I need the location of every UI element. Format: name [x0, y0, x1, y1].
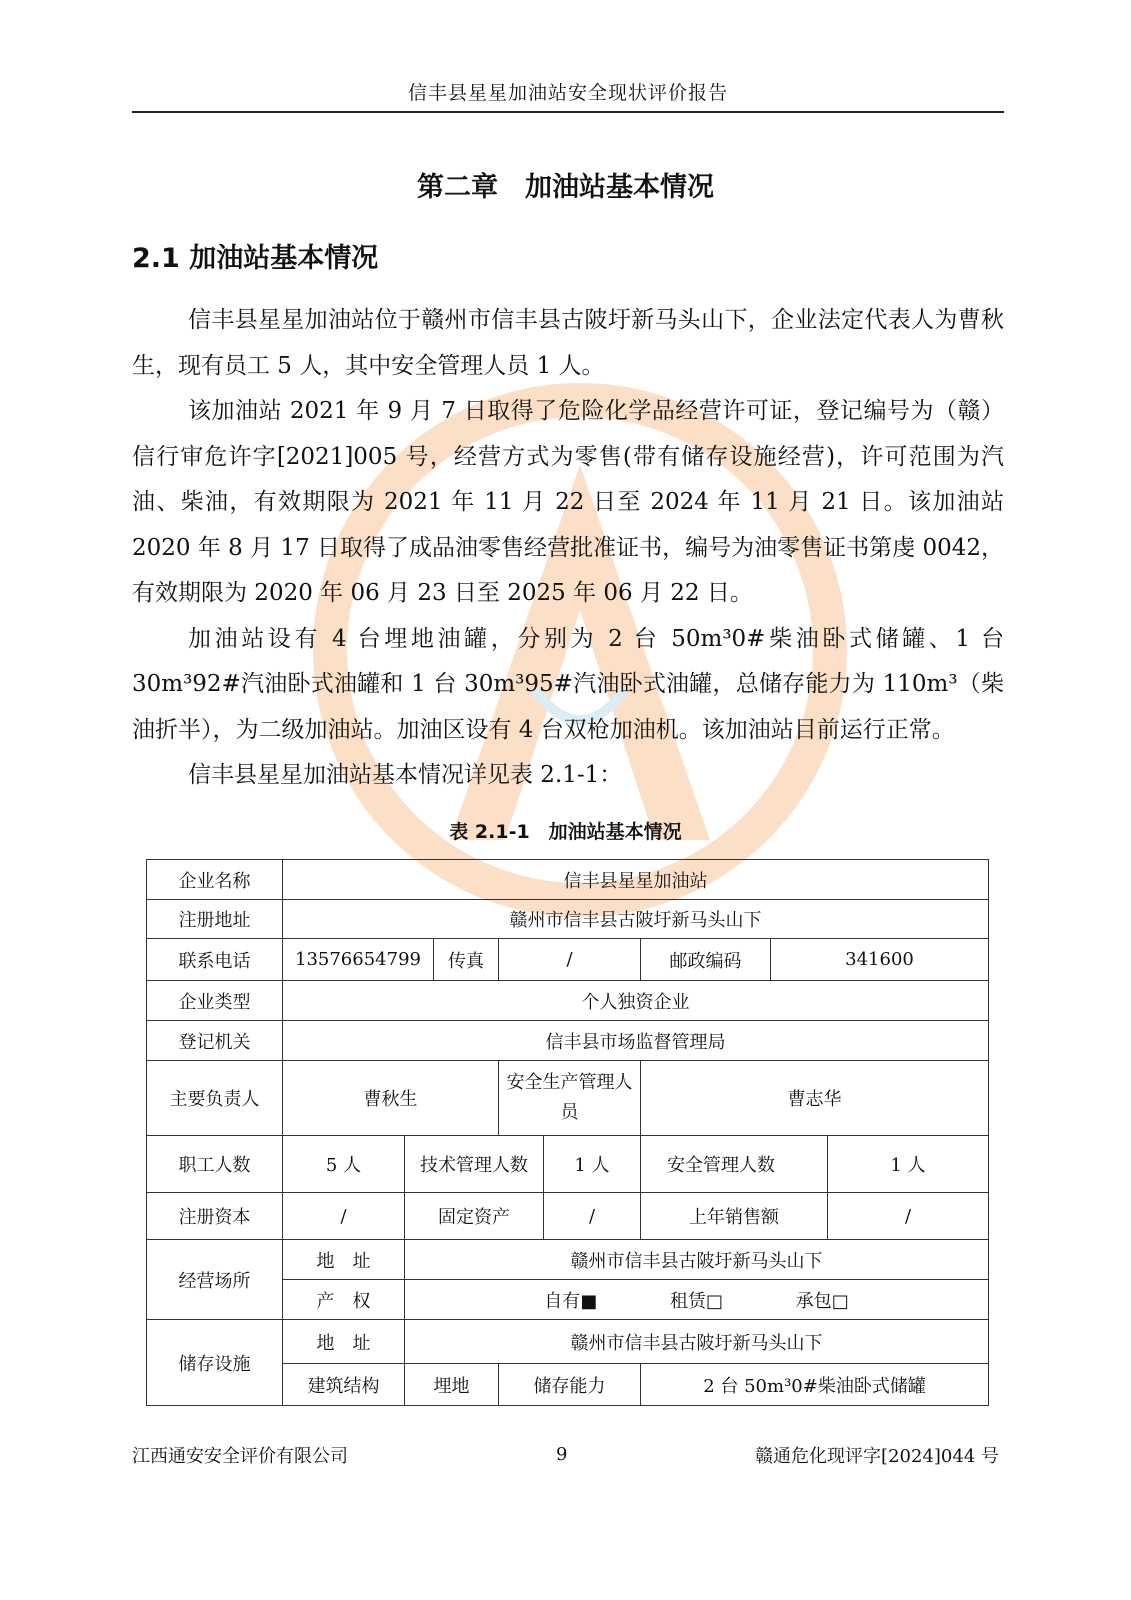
- paragraph-1: 信丰县星星加油站位于赣州市信丰县古陂圩新马头山下，企业法定代表人为曹秋生，现有员工 5 人，其中安全管理人员 1 人。: [132, 307, 1004, 379]
- site-address-label: 地 址: [283, 1240, 405, 1280]
- table-row: [147, 860, 989, 900]
- table-row: [147, 900, 989, 939]
- storage-label: 储存设施: [147, 1320, 283, 1406]
- postcode-label: 邮政编码: [641, 939, 771, 981]
- safety-manager-label: 安全生产管理人员: [499, 1061, 641, 1136]
- footer-company: 江西通安安全评价有限公司: [132, 1446, 348, 1467]
- fixed-assets-cell: [405, 1193, 641, 1240]
- type-value: 个人独资企业: [283, 981, 989, 1021]
- table-caption: 表 2.1-1 加油站基本情况: [449, 821, 682, 843]
- property-lease: 租赁□: [670, 1290, 724, 1312]
- running-header: 信丰县星星加油站安全现状评价报告: [132, 78, 1004, 113]
- paragraph-2: 该加油站 2021 年 9 月 7 日取得了危险化学品经营许可证，登记编号为（赣）信行审危许字[2021]005 号，经营方式为零售(带有储存设施经营)，许可范围为汽油、柴油，有效期限为 2021 年 11 月 22 日至 2024 年 11 月 21 日。该加油站 2020 年 8 月 17 日取得了成品油零售经营批准证书，编号为油零售证书第虔 0042，有效期限为 2020 年 06 月 23 日至 2025 年 06 月 22 日。: [132, 398, 1004, 606]
- authority-value: 信丰县市场监督管理局: [283, 1021, 989, 1061]
- capacity-value: 2 台 50m³0#柴油卧式储罐: [641, 1364, 989, 1406]
- staff-value: 5 人: [283, 1136, 405, 1193]
- storage-address-label: 地 址: [283, 1320, 405, 1364]
- type-label: 企业类型: [147, 981, 283, 1021]
- sales-value: /: [828, 1193, 989, 1240]
- site-label: 经营场所: [147, 1240, 283, 1320]
- safety-staff-label: 安全管理人数: [667, 1155, 775, 1176]
- page-number: 9: [556, 1444, 568, 1465]
- paragraph-4: 信丰县星星加油站基本情况详见表 2.1-1：: [188, 762, 623, 788]
- staff-label: 职工人数: [147, 1136, 283, 1193]
- capital-value: /: [283, 1193, 405, 1240]
- paragraph-3: 加油站设有 4 台埋地油罐，分别为 2 台 50m³0#柴油卧式储罐、1 台 30m³92#汽油卧式油罐和 1 台 30m³95#汽油卧式油罐，总储存能力为 110m³（柴油折半），为二级加油站。加油区设有 4 台双枪加油机。该加油站目前运行正常。: [132, 625, 1004, 743]
- table-row: [147, 939, 989, 981]
- sales-label: 上年销售额: [641, 1193, 828, 1240]
- structure-value: 埋地: [405, 1364, 499, 1406]
- table-row: [147, 1193, 989, 1240]
- fixed-assets-label: 固定资产: [438, 1207, 510, 1228]
- structure-label: 建筑结构: [283, 1364, 405, 1406]
- property-own: 自有■: [544, 1290, 598, 1312]
- capital-label: 注册资本: [147, 1193, 283, 1240]
- property-contract: 承包□: [795, 1290, 849, 1312]
- fax-value: /: [499, 939, 641, 981]
- safety-staff-label-cell: [641, 1136, 828, 1193]
- basic-info-table: [146, 859, 989, 1406]
- table-row: [147, 1240, 989, 1280]
- table-row: [147, 1061, 989, 1136]
- fax-label: 传真: [433, 939, 498, 980]
- principal-label: 主要负责人: [147, 1061, 283, 1136]
- table-row: [147, 1021, 989, 1061]
- phone-value: 13576654799: [295, 949, 421, 970]
- safety-manager-value: 曹志华: [641, 1061, 989, 1136]
- fixed-assets-value: /: [543, 1193, 640, 1239]
- table-row: [147, 1136, 989, 1193]
- site-address-value: 赣州市信丰县古陂圩新马头山下: [405, 1240, 989, 1280]
- postcode-value: 341600: [771, 939, 989, 981]
- table-row: [147, 981, 989, 1021]
- tech-staff-label: 技术管理人数: [420, 1155, 528, 1176]
- chapter-title: 第二章 加油站基本情况: [417, 172, 714, 203]
- section-title: 2.1 加油站基本情况: [132, 243, 379, 274]
- principal-value: 曹秋生: [283, 1061, 499, 1136]
- reg-address-label: 注册地址: [147, 900, 283, 939]
- phone-fax-cell: [283, 939, 499, 981]
- reg-address-value: 赣州市信丰县古陂圩新马头山下: [283, 900, 989, 939]
- company-name-value: 信丰县星星加油站: [283, 860, 989, 900]
- company-name-label: 企业名称: [147, 860, 283, 900]
- footer-doc-number: 赣通危化现评字[2024]044 号: [755, 1446, 999, 1467]
- property-label: 产 权: [283, 1280, 405, 1320]
- property-value: [405, 1280, 989, 1320]
- safety-staff-value: 1 人: [828, 1136, 989, 1193]
- phone-label: 联系电话: [147, 939, 283, 981]
- body-text: [132, 298, 1004, 799]
- tech-staff-cell: [405, 1136, 641, 1193]
- table-row: [147, 1320, 989, 1364]
- tech-staff-value: 1 人: [543, 1136, 640, 1192]
- storage-address-value: 赣州市信丰县古陂圩新马头山下: [405, 1320, 989, 1364]
- authority-label: 登记机关: [147, 1021, 283, 1061]
- capacity-label: 储存能力: [499, 1364, 641, 1406]
